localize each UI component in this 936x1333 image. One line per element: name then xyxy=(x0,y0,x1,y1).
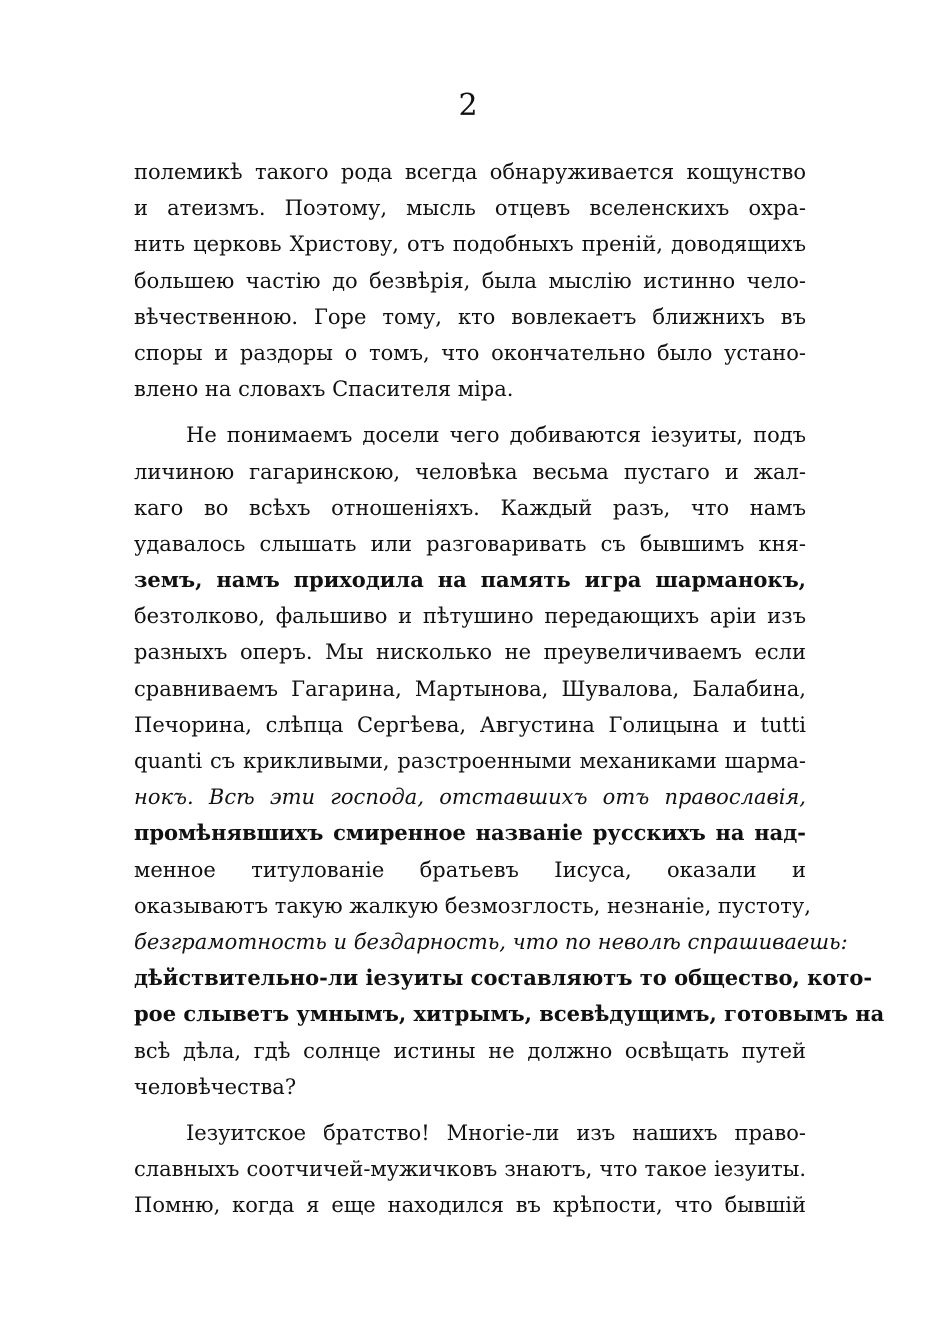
text-line: Не понимаемъ досели чего добиваются іезуиты, подъ xyxy=(186,423,806,448)
text-line: quanti съ крикливыми, разстроенными механиками шарма- xyxy=(134,749,806,773)
text-line: славныхъ соотчичей-мужичковъ знаютъ, что такое іезуиты. xyxy=(134,1157,806,1182)
text-line: безтолково, фальшиво и пѣтушино передающихъ аріи изъ xyxy=(134,604,806,629)
text-line: нокъ. Всѣ эти господа, отставшихъ отъ православія, xyxy=(134,785,806,810)
text-line: разныхъ оперъ. Мы нисколько не преувеличиваемъ если xyxy=(134,640,806,665)
text-line: человѣчества? xyxy=(134,1074,297,1099)
text-line: всѣ дѣла, гдѣ солнце истины не должно освѣщать путей xyxy=(134,1038,806,1063)
text-line: промѣнявшихъ смиренное названіе русскихъ на над- xyxy=(134,820,806,846)
text-line: Іезуитское братство! Многіе-ли изъ нашихъ право- xyxy=(186,1120,806,1145)
text-line: дѣйствительно-ли іезуиты составляютъ то общество, кото- xyxy=(134,965,873,991)
text-line: оказываютъ такую жалкую безмозглость, незнаніе, пустоту, xyxy=(134,893,811,918)
text-line: земъ, намъ приходила на память игра шарманокъ, xyxy=(134,567,806,593)
page-number: 2 xyxy=(458,88,478,123)
text-line: удавалось слышать или разговаривать съ бывшимъ кня- xyxy=(134,531,806,556)
text-line: влено на словахъ Спасителя міра. xyxy=(134,377,514,402)
text-line: и атеизмъ. Поэтому, мысль отцевъ вселенскихъ охра- xyxy=(134,196,806,221)
text-line: личиною гагаринскою, человѣка весьма пустаго и жал- xyxy=(134,459,806,484)
text-line: каго во всѣхъ отношеніяхъ. Каждый разъ, что намъ xyxy=(134,495,806,520)
text-line: большею частію до безвѣрія, была мыслію истинно чело- xyxy=(134,268,806,293)
text-line: Печорина, слѣпца Сергѣева, Августина Голицына и tutti xyxy=(134,712,806,737)
text-line: споры и раздоры о томъ, что окончательно было устано- xyxy=(134,340,806,365)
text-line: безграмотность и бездарность, что по неволѣ спрашиваешь: xyxy=(134,929,848,954)
body-text xyxy=(134,154,885,1223)
text-line: рое слыветъ умнымъ, хитрымъ, всевѣдущимъ, готовымъ на xyxy=(134,1001,885,1027)
text-line: менное титулованіе братьевъ Іисуса, оказали и xyxy=(134,857,806,882)
text-line: нить церковь Христову, отъ подобныхъ преній, доводящихъ xyxy=(134,232,806,257)
text-line: Помню, когда я еще находился въ крѣпости, что бывшій xyxy=(134,1193,806,1218)
text-line: полемикѣ такого рода всегда обнаруживается кощунство xyxy=(134,160,806,184)
text-line: сравниваемъ Гагарина, Мартынова, Шувалова, Балабина, xyxy=(134,676,806,701)
text-line: вѣчественною. Горе тому, кто вовлекаетъ ближнихъ въ xyxy=(134,304,806,329)
